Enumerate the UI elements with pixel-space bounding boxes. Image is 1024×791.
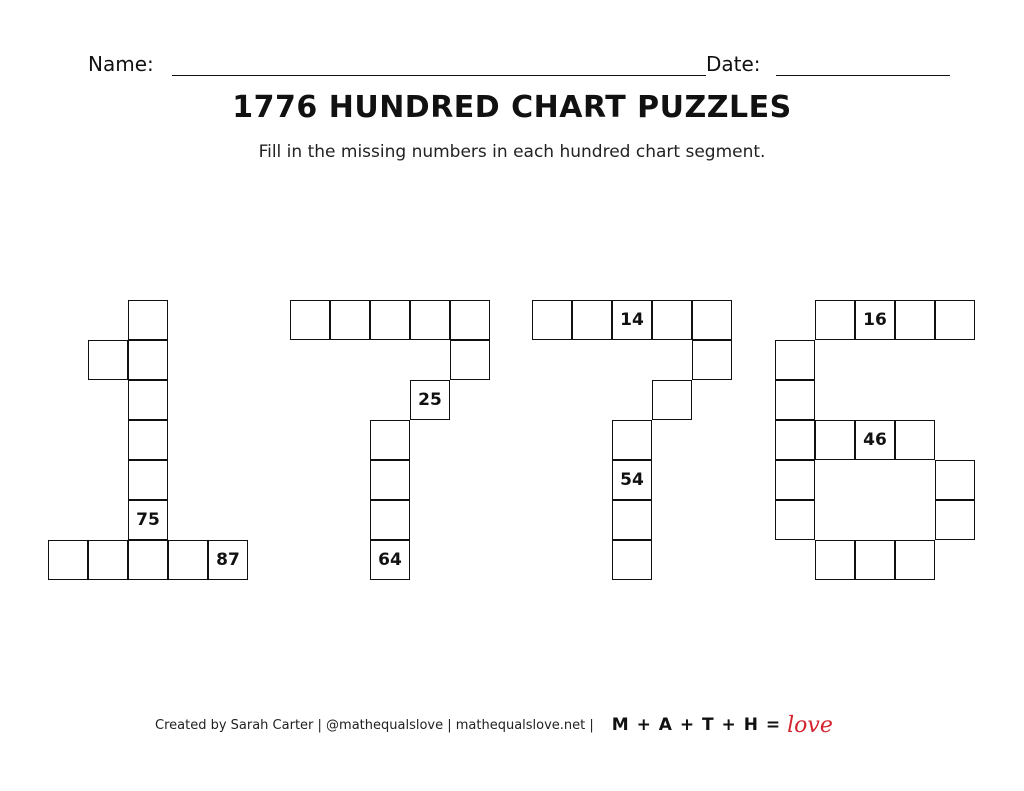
given-number-cell: 16 <box>855 300 895 340</box>
footer-credit: Created by Sarah Carter | @mathequalslove | mathequalslove.net | <box>155 717 594 733</box>
blank-cell[interactable] <box>450 340 490 380</box>
blank-cell[interactable] <box>330 300 370 340</box>
logo-love-script: love <box>787 712 833 738</box>
date-label: Date: <box>706 52 761 76</box>
blank-cell[interactable] <box>895 420 935 460</box>
blank-cell[interactable] <box>692 300 732 340</box>
blank-cell[interactable] <box>88 340 128 380</box>
given-number-cell: 64 <box>370 540 410 580</box>
footer <box>155 713 833 737</box>
blank-cell[interactable] <box>775 460 815 500</box>
blank-cell[interactable] <box>815 540 855 580</box>
name-label: Name: <box>88 52 154 76</box>
blank-cell[interactable] <box>855 540 895 580</box>
blank-cell[interactable] <box>612 540 652 580</box>
blank-cell[interactable] <box>775 340 815 380</box>
blank-cell[interactable] <box>128 420 168 460</box>
blank-cell[interactable] <box>128 380 168 420</box>
blank-cell[interactable] <box>895 540 935 580</box>
blank-cell[interactable] <box>652 300 692 340</box>
blank-cell[interactable] <box>775 420 815 460</box>
page-title: 1776 HUNDRED CHART PUZZLES <box>232 90 792 125</box>
math-equals-love-logo <box>612 713 833 738</box>
blank-cell[interactable] <box>612 500 652 540</box>
name-field[interactable] <box>172 75 706 76</box>
blank-cell[interactable] <box>652 380 692 420</box>
given-number-cell: 87 <box>208 540 248 580</box>
blank-cell[interactable] <box>815 420 855 460</box>
blank-cell[interactable] <box>128 460 168 500</box>
blank-cell[interactable] <box>370 500 410 540</box>
blank-cell[interactable] <box>128 340 168 380</box>
blank-cell[interactable] <box>128 540 168 580</box>
given-number-cell: 75 <box>128 500 168 540</box>
blank-cell[interactable] <box>935 500 975 540</box>
instructions: Fill in the missing numbers in each hundred chart segment. <box>258 142 766 162</box>
blank-cell[interactable] <box>775 500 815 540</box>
blank-cell[interactable] <box>450 300 490 340</box>
given-number-cell: 25 <box>410 380 450 420</box>
blank-cell[interactable] <box>572 300 612 340</box>
blank-cell[interactable] <box>370 300 410 340</box>
name-date-header <box>88 52 950 82</box>
blank-cell[interactable] <box>612 420 652 460</box>
blank-cell[interactable] <box>290 300 330 340</box>
blank-cell[interactable] <box>775 380 815 420</box>
given-number-cell: 14 <box>612 300 652 340</box>
blank-cell[interactable] <box>88 540 128 580</box>
blank-cell[interactable] <box>895 300 935 340</box>
given-number-cell: 54 <box>612 460 652 500</box>
blank-cell[interactable] <box>370 420 410 460</box>
blank-cell[interactable] <box>410 300 450 340</box>
blank-cell[interactable] <box>128 300 168 340</box>
blank-cell[interactable] <box>815 300 855 340</box>
blank-cell[interactable] <box>532 300 572 340</box>
date-field[interactable] <box>776 75 950 76</box>
blank-cell[interactable] <box>370 460 410 500</box>
given-number-cell: 46 <box>855 420 895 460</box>
blank-cell[interactable] <box>168 540 208 580</box>
blank-cell[interactable] <box>692 340 732 380</box>
blank-cell[interactable] <box>935 300 975 340</box>
blank-cell[interactable] <box>48 540 88 580</box>
blank-cell[interactable] <box>935 460 975 500</box>
logo-letters: M + A + T + H = <box>611 715 782 735</box>
